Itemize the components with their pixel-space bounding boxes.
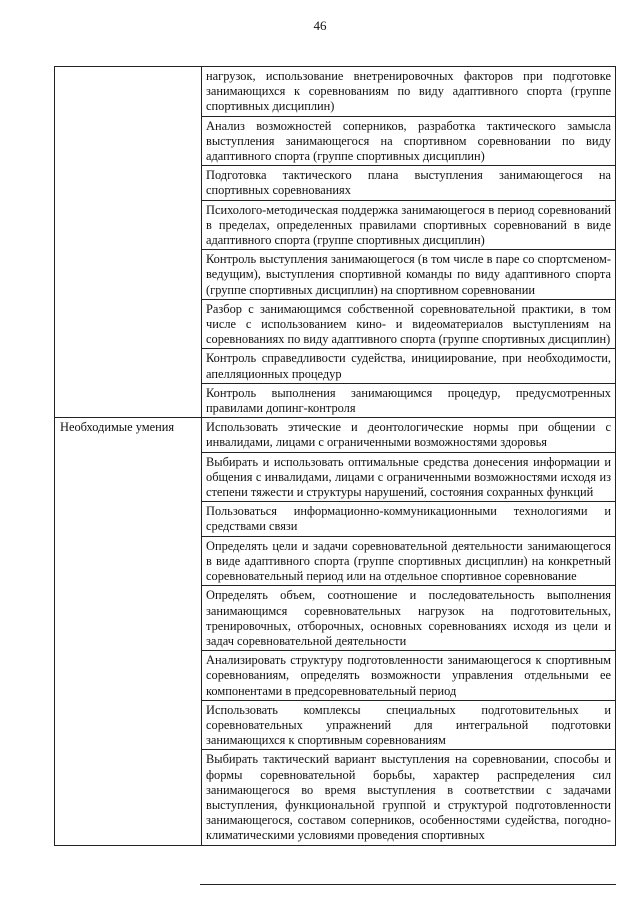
table-row	[55, 418, 616, 452]
table-cell: Использовать комплексы специальных подготовительных и соревновательных упражнений для интегральной подготовки занимающихся к спортивным соревнованиям	[202, 700, 616, 750]
table-cell: Разбор с занимающимся собственной соревновательной практики, в том числе с использованием кино- и видеоматериалов выступлениям на соревнованиях по виду адаптивного спорта (группе спортивных дисциплин)	[202, 299, 616, 349]
competency-table	[54, 66, 616, 846]
table-cell: Использовать этические и деонтологические нормы при общении с инвалидами, лицами с ограниченными возможностями здоровья	[202, 418, 616, 452]
table-cell: Контроль выполнения занимающимся процедур, предусмотренных правилами допинг-контроля	[202, 383, 616, 417]
table-cell: Анализ возможностей соперников, разработка тактического замысла выступления занимающегося на спортивном соревновании по виду адаптивного спорта (группе спортивных дисциплин)	[202, 116, 616, 166]
table-cell: Определять объем, соотношение и последовательность выполнения занимающимся соревновательных нагрузок на подготовительных, тренировочных, отборочных, основных соревнованиях исходя из цели и задач соревновательной деятельности	[202, 586, 616, 651]
table-cell: Определять цели и задачи соревновательной деятельности занимающегося в виде адаптивного спорта (группе спортивных дисциплин) на конкретный соревновательный период или на отдельное спортивное соревнование	[202, 536, 616, 586]
section-label	[55, 67, 202, 418]
table-cell: Психолого-методическая поддержка занимающегося в период соревнований в пределах, определенных правилами спортивных соревнований в виде адаптивного спорта (группе спортивных дисциплин)	[202, 200, 616, 250]
table-body	[55, 67, 616, 846]
table-cell: Выбирать тактический вариант выступления на соревновании, способы и формы соревновательной борьбы, характер распределения сил занимающегося во время выступления в соответствии с задачами выступления, функциональной группой и структурой подготовленности занимающегося, составом соперников, особенностями судейства, погодно-климатическими условиями проведения спортивных	[202, 750, 616, 845]
section-label: Необходимые умения	[55, 418, 202, 845]
table-cell: Выбирать и использовать оптимальные средства донесения информации и общения с инвалидами, лицами с ограниченными возможностями исходя из степени тяжести и структуры нарушений, состояния сохранных функций	[202, 452, 616, 502]
table-bottom-border	[200, 884, 616, 885]
table-cell: Анализировать структуру подготовленности занимающегося к спортивным соревнованиям, определять возможности управления отдельными ее компонентами в предсоревновательный период	[202, 651, 616, 701]
table-cell: Подготовка тактического плана выступления занимающегося на спортивных соревнованиях	[202, 166, 616, 200]
page-number: 46	[313, 18, 327, 33]
table-row	[55, 67, 616, 117]
table-cell: Контроль справедливости судейства, инициирование, при необходимости, апелляционных процедур	[202, 349, 616, 383]
table-cell: Контроль выступления занимающегося (в том числе в паре со спортсменом-ведущим), выступления спортивной команды по виду адаптивного спорта (группе спортивных дисциплин) на спортивном соревновании	[202, 250, 616, 300]
table-cell: Пользоваться информационно-коммуникационными технологиями и средствами связи	[202, 502, 616, 536]
table-cell: нагрузок, использование внетренировочных факторов при подготовке занимающихся к соревнованиям по виду адаптивного спорта (группе спортивных дисциплин)	[202, 67, 616, 117]
